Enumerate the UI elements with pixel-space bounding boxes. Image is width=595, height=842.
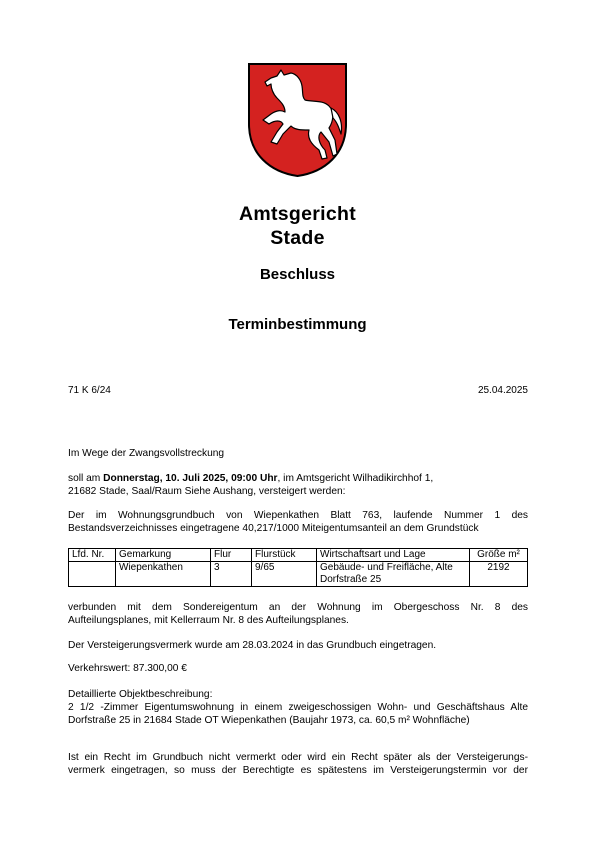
table-cell-flur: 3 — [211, 562, 252, 587]
table-row — [69, 562, 528, 587]
document-subject: Terminbestimmung — [228, 316, 367, 333]
table-header-cell: Wirtschaftsart und Lage — [317, 549, 470, 562]
recht-paragraph — [68, 752, 528, 778]
auction-date: Donnerstag, 10. Juli 2025, 09:00 Uhr — [103, 473, 278, 484]
auction-line1: soll am Donnerstag, 10. Juli 2025, 09:00 Uhr, im Amtsgericht Wilhadikirchhof 1, — [68, 473, 434, 484]
recht-line1: Ist ein Recht im Grundbuch nicht vermerkt oder wird ein Recht später als der Versteigerungs- — [68, 752, 528, 763]
table-cell-lage: Gebäude- und Freifläche, Alte Dorfstraße 25 — [317, 562, 470, 587]
grundbuch-paragraph — [68, 510, 528, 536]
property-table — [68, 548, 528, 587]
court-name — [0, 202, 595, 250]
objekt-line2: Dorfstraße 25 in 21684 Stade OT Wiepenkathen (Baujahr 1973, ca. 60,5 m² Wohnfläche) — [68, 714, 470, 726]
verbunden-line2: Aufteilungsplanes, mit Kellerraum Nr. 8 des Aufteilungsplanes. — [68, 614, 349, 626]
recht-line2: vermerk eingetragen, so muss der Berechtigte es spätestens im Versteigerungstermin vor der — [68, 764, 528, 776]
verkehrswert-text: Verkehrswert: 87.300,00 € — [68, 663, 187, 674]
document-date: 25.04.2025 — [477, 385, 528, 396]
auction-line2: 21682 Stade, Saal/Raum Siehe Aushang, versteigert werden: — [68, 485, 346, 497]
table-header-cell: Flurstück — [252, 549, 317, 562]
intro-text: Im Wege der Zwangsvollstreckung — [68, 448, 225, 459]
grundbuch-line2: Bestandsverzeichnisses eingetragene 40,217/1000 Miteigentumsanteil an dem Grundstück — [68, 522, 479, 534]
table-header-cell: Größe m² — [470, 549, 528, 562]
table-cell-groesse: 2192 — [470, 562, 528, 587]
objekt-paragraph — [68, 689, 528, 727]
table-header-cell: Gemarkung — [116, 549, 211, 562]
table-header-row — [69, 549, 528, 562]
coat-of-arms-logo — [247, 62, 348, 178]
grundbuch-line1: Der im Wohnungsgrundbuch von Wiepenkathen Blatt 763, laufende Nummer 1 des — [68, 510, 528, 521]
document-type: Beschluss — [259, 266, 336, 283]
objekt-heading: Detaillierte Objektbeschreibung: — [68, 689, 213, 700]
table-header-cell: Lfd. Nr. — [69, 549, 116, 562]
table-header-cell: Flur — [211, 549, 252, 562]
table-cell-gemarkung: Wiepenkathen — [116, 562, 211, 587]
auction-paragraph — [68, 473, 528, 499]
objekt-line1: 2 1/2 -Zimmer Eigentumswohnung in einem zweigeschossigen Wohn- und Geschäftshaus Alte — [68, 701, 528, 713]
table-cell-lfd — [69, 562, 116, 587]
vermerk-text: Der Versteigerungsvermerk wurde am 28.03.2024 in das Grundbuch eingetragen. — [68, 640, 437, 651]
court-name-line2: Stade — [270, 227, 325, 249]
court-name-line1: Amtsgericht — [238, 203, 357, 225]
table-cell-flurstueck: 9/65 — [252, 562, 317, 587]
verbunden-paragraph — [68, 602, 528, 628]
verbunden-line1: verbunden mit dem Sondereigentum an der Wohnung im Obergeschoss Nr. 8 des — [68, 602, 528, 613]
case-number: 71 K 6/24 — [68, 385, 111, 396]
